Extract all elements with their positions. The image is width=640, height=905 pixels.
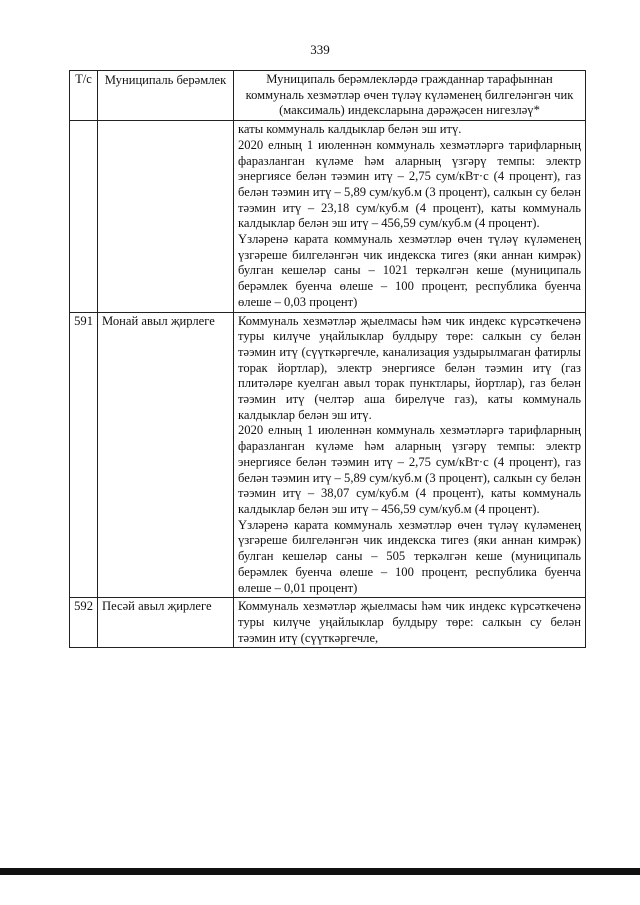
row-paragraph: Үзләренә карата коммуналь хезмәтләр өчен түләү күләменең үзгәреше билгеләнгән чик индекска тигез (яки аннан кимрәк) булган кешеләр саны – 505 теркәлгән кеше (муниципаль берәмлек буенча өлеше – 100 процент, республика буенча өлеше – 0,01 процент) — [238, 517, 581, 595]
row-paragraph: Үзләренә карата коммуналь хезмәтләр өчен түләү күләменең үзгәреше билгеләнгән чик индекска тигез (яки аннан кимрәк) булган кешеләр саны – 1021 теркәлгән кеше (муниципаль берәмлек буенча өлеше – 100 процент, республика буенча өлеше – 0,03 процент) — [238, 232, 581, 309]
row-municipality: Песәй авыл җирлеге — [98, 598, 234, 648]
row-number: 592 — [70, 598, 98, 648]
table-row — [70, 312, 586, 598]
table-header-row — [70, 71, 586, 121]
row-number — [70, 121, 98, 312]
municipal-table — [69, 70, 586, 648]
scan-edge-bar — [0, 868, 640, 875]
page-number: 339 — [310, 42, 330, 57]
header-number: Т/с — [70, 71, 98, 121]
row-text — [234, 598, 586, 648]
row-text — [234, 121, 586, 312]
row-paragraph: Коммуналь хезмәтләр җыелмасы һәм чик индекс күрсәткеченә туры килүче уңайлыклар булдыру төре: салкын су белән тәэмин итү (сүүткәргечле, — [238, 599, 581, 645]
row-number: 591 — [70, 312, 98, 598]
row-municipality — [98, 121, 234, 312]
table-row — [70, 598, 586, 648]
row-paragraph: 2020 елның 1 июленнән коммуналь хезмәтләргә тарифларның фаразланган күләме һәм аларның үзгәрү темпы: электр энергиясе белән тәэмин итү – 2,75 сум/кВт·с (4 процент), газ белән тәэмин итү – 5,89 сум/куб.м (3 процент), салкын су белән тәэмин итү – 38,07 сум/куб.м (4 процент), каты коммуналь калдыклар белән эш итү – 456,59 сум/куб.м (4 процент). — [238, 423, 581, 516]
row-paragraph: каты коммуналь калдыклар белән эш итү. — [238, 122, 462, 137]
header-justification: Муниципаль берәмлекләрдә гражданнар тарафыннан коммуналь хезмәтләр өчен түләү күләменең билгеләнгән чик (максималь) индексларына дәрәҗәсен нигезләү* — [234, 71, 586, 121]
row-municipality: Монай авыл җирлеге — [98, 312, 234, 598]
row-paragraph: 2020 елның 1 июленнән коммуналь хезмәтләргә тарифларның фаразланган күләме һәм аларның үзгәрү темпы: электр энергиясе белән тәэмин итү – 2,75 сум/кВт·с (4 процент), газ белән тәэмин итү – 5,89 сум/куб.м (3 процент), салкын су белән тәэмин итү – 23,18 сум/куб.м (4 процент), каты коммуналь калдыклар белән эш итү – 456,59 сум/куб.м (4 процент). — [238, 137, 581, 231]
row-paragraph: Коммуналь хезмәтләр җыелмасы һәм чик индекс күрсәткеченә туры килүче уңайлыклар булдыру төре: салкын су белән тәэмин итү (сүүткәргечле, канализация уздырылмаган фатирлы торак йортлар), электр энергиясе белән тәэмин итү (газ плитәләре куелган авыл торак пунктлары, йортлар), газ белән тәэмин итү (челтәр аша бирелүче газ), каты коммуналь калдыклар белән эш итү. — [238, 313, 581, 422]
table-row — [70, 121, 586, 312]
row-text — [234, 312, 586, 598]
header-municipality: Муниципаль берәмлек — [98, 71, 234, 121]
page-bottom-margin — [0, 875, 640, 905]
